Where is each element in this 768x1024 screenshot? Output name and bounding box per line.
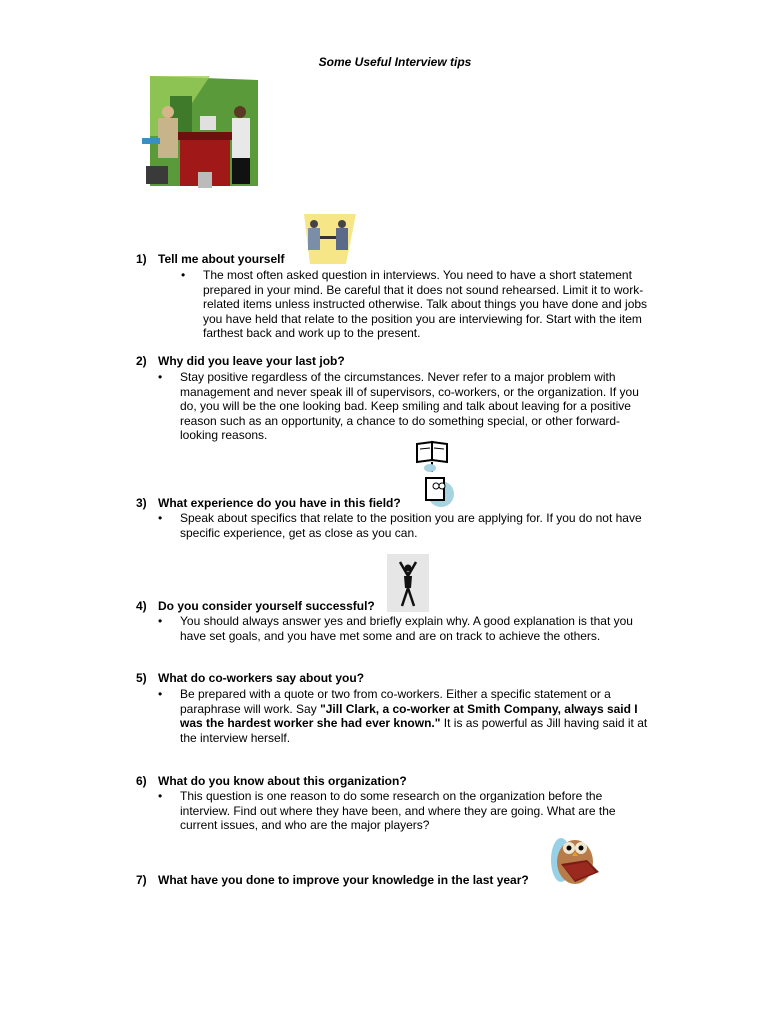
question-4: 4) Do you consider yourself successful? xyxy=(136,599,375,613)
bullet: • xyxy=(158,370,163,384)
question-7: 7) What have you done to improve your knowledge in the last year? xyxy=(136,873,529,887)
answer-5 xyxy=(158,687,655,745)
book-mascot-clipart xyxy=(414,440,458,508)
interview-scene-clipart xyxy=(140,76,266,190)
question-2: 2) Why did you leave your last job? xyxy=(136,354,345,368)
answer-3 xyxy=(158,511,650,540)
question-5: 5) What do co-workers say about you? xyxy=(136,671,365,685)
bullet: • xyxy=(158,789,163,803)
answer-4 xyxy=(158,614,655,643)
bullet: • xyxy=(158,687,163,701)
answer-4-text: You should always answer yes and briefly explain why. A good explanation is that you have set goals, and you have met some and are on track to achieve the others. xyxy=(180,614,633,643)
answer-3-text: Speak about specifics that relate to the position you are applying for. If you do not have specific experience, get as close as you can. xyxy=(180,511,642,540)
answer-1-text: The most often asked question in interviews. You need to have a short statement prepared in your mind. Be careful that it does not sound rehearsed. Limit it to work-related items unless instructed otherwise. Talk about things you have done and jobs you have held that relate to the position you are interviewing for. Start with the item farthest back and work up to the present. xyxy=(203,268,648,340)
handshake-clipart xyxy=(296,214,362,264)
answer-5-quote: "Jill Clark, a co-worker at Smith Company, always said I was the hardest worker she had ever known." xyxy=(180,701,638,730)
success-figure-clipart xyxy=(387,554,429,612)
question-3: 3) What experience do you have in this field? xyxy=(136,496,401,510)
answer-2-text: Stay positive regardless of the circumstances. Never refer to a major problem with management and never speak ill of supervisors, co-workers, or the organization. If you do, you will be the one looking bad. Keep smiling and talk about leaving for a positive reason such as an opportunity, a chance to do something special, or other forward-looking reasons. xyxy=(180,370,639,442)
owl-reading-clipart xyxy=(547,830,603,888)
answer-2 xyxy=(158,370,650,443)
bullet: • xyxy=(158,614,163,628)
answer-1 xyxy=(181,268,663,341)
bullet: • xyxy=(158,511,163,525)
question-2-text: Why did you leave your last job? xyxy=(158,354,345,368)
answer-5-text-start: Be prepared with a quote or two from co-workers. Either a specific statement or a paraphrase will work. Say xyxy=(180,687,611,716)
question-3-text: What experience do you have in this field? xyxy=(158,496,401,510)
question-6: 6) What do you know about this organization? xyxy=(136,774,407,788)
question-5-text: What do co-workers say about you? xyxy=(158,671,365,685)
answer-5-text-end: It is as powerful as Jill having said it at the interview herself. xyxy=(180,716,648,745)
document-title: Some Useful Interview tips xyxy=(318,55,472,69)
answer-6-text: This question is one reason to do some research on the organization before the interview. Find out where they have been, and where they are going. What are the current issues, and who are the major players? xyxy=(180,789,616,832)
question-4-text: Do you consider yourself successful? xyxy=(158,599,375,613)
question-6-text: What do you know about this organization? xyxy=(158,774,407,788)
question-7-text: What have you done to improve your knowledge in the last year? xyxy=(158,873,529,887)
question-1: 1) Tell me about yourself xyxy=(136,252,285,266)
answer-6 xyxy=(158,789,650,833)
bullet: • xyxy=(181,268,186,282)
question-1-text: Tell me about yourself xyxy=(158,252,285,266)
